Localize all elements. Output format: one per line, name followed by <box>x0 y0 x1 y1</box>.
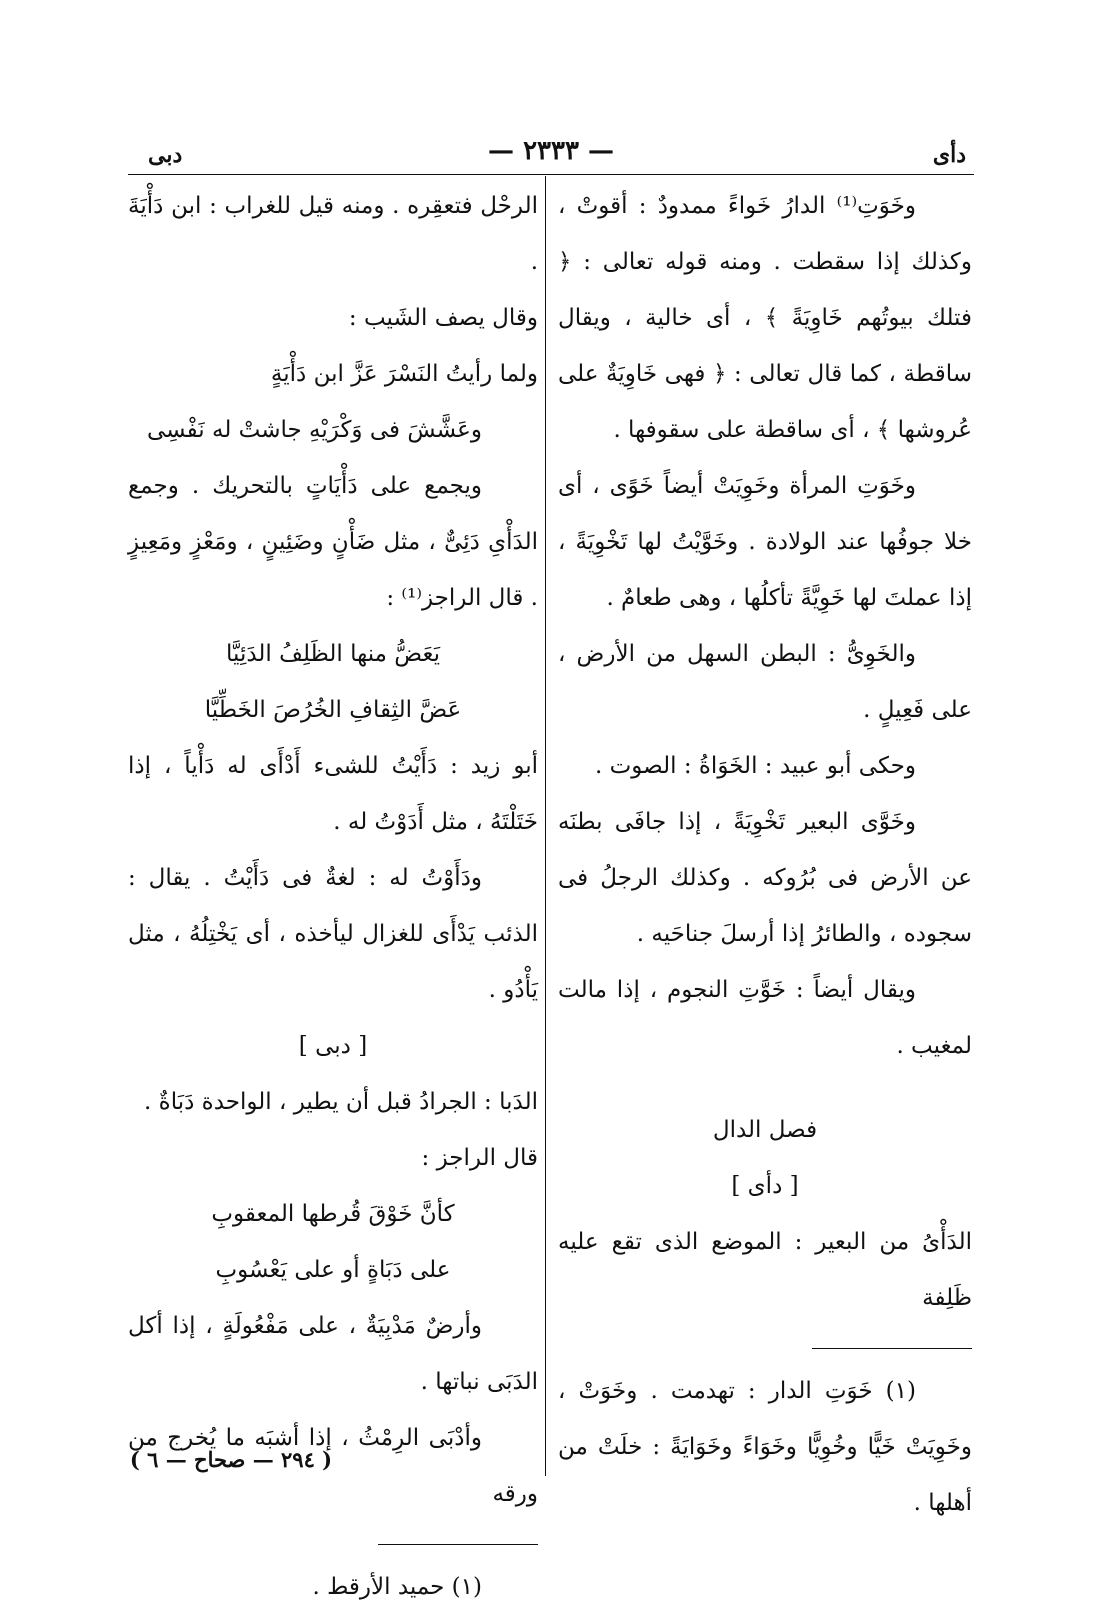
paragraph: وخَوَتِ⁽¹⁾ الدارُ خَواءً ممدودٌ : أقوتْ ، وكذلك إذا سقطت . ومنه قوله تعالى : ﴿ فتلك بيوتُهم خَاوِيَةً ﴾ ، أى خالية ، ويقال ساقطة ، كما قال تعالى : ﴿ فهى خَاوِيَةٌ على عُروشها ﴾ ، أى ساقطة على سقوفها . <box>558 193 972 443</box>
footnote: (١) حميد الأرقط . <box>312 1574 482 1600</box>
paragraph: ويجمع على دَأْيَاتٍ بالتحريك . وجمع الدَأْىِ دَئِىٌّ ، مثل ضَأْنٍ وضَئِينٍ ، ومَعْزٍ ومَعِيزٍ . قال الراجز⁽¹⁾ : <box>128 473 538 611</box>
paragraph: والخَوِىُّ : البطن السهل من الأرض ، على فَعِيلٍ . <box>558 641 972 723</box>
paragraph: ودَأَوْتُ له : لغةٌ فى دَأَيْتُ . يقال : الذئب يَدْأَى للغزال ليأخذه ، أى يَخْتِلُهُ ، مثل يَأْدُو . <box>128 865 538 1003</box>
section-heading: فصل الدال <box>712 1117 818 1143</box>
paragraph: الدَبا : الجرادُ قبل أن يطير ، الواحدة دَبَاةٌ . <box>144 1089 538 1115</box>
paragraph: وخَوَتِ المرأة وخَوِيَتْ أيضاً خَوًى ، أى خلا جوفُها عند الولادة . وخَوَّيْتُ لها تَخْوِيَةً ، إذا عملتَ لها خَوِيَّةً تأكلُها ، وهى طعامٌ . <box>558 473 972 611</box>
column-divider <box>545 176 546 1476</box>
paragraph: أبو زيد : دَأَيْتُ للشىء أَدْأَى له دَأْياً ، إذا خَتَلْتَهُ ، مثل أَدَوْتُ له . <box>128 753 538 835</box>
page-header <box>128 128 974 175</box>
footnote-rule <box>812 1348 972 1349</box>
paragraph: الرحْل فتعقِره . ومنه قيل للغراب : ابن دَأْيَةَ . <box>128 193 538 275</box>
verse-line: على دَبَاةٍ أو على يَعْسُوبِ <box>215 1257 451 1283</box>
paragraph: وأدْبَى الرِمْثُ ، إذا أشبَه ما يُخرج من ورقه <box>128 1425 538 1507</box>
entry-text: الدَأْىُ من البعير : الموضع الذى تقع عليه ظَلِفة <box>558 1229 972 1311</box>
verse-line: ولما رأيتُ النَسْرَ عَزَّ ابن دَأْيَةٍ <box>270 361 538 387</box>
paragraph: ويقال أيضاً : خَوَّتِ النجوم ، إذا مالت لمغيب . <box>558 977 972 1059</box>
paragraph: وأرضٌ مَدْبِيَةٌ ، على مَفْعُولَةٍ ، إذا أكل الدَبَى نباتها . <box>128 1313 538 1395</box>
entry-heading: [ دأى ] <box>731 1173 799 1199</box>
paragraph: وحكى أبو عبيد : الخَوَاةُ : الصوت . <box>595 753 916 779</box>
page-signature: ( ٢٩٤ — صحاح — ٦ ) <box>129 1447 333 1472</box>
paragraph: وخَوَّى البعير تَخْوِيَةً ، إذا جافَى بطنَه عن الأرض فى بُرُوكه . وكذلك الرجلُ فى سجوده ، والطائرُ إذا أرسلَ جناحَيه . <box>558 809 972 947</box>
page-number: — ٢٣٣٣ — <box>488 136 614 166</box>
footnote: (١) خَوَتِ الدار : تهدمت . وخَوَتْ ، وخَوِيَتْ خَيًّا وخُوِيًّا وخَوَاءً وخَوَايَةً : خلَتْ من أهلها . <box>558 1378 972 1516</box>
verse-line: يَعَضُّ منها الظَلِفُ الدَئِيَّا <box>226 641 440 667</box>
paragraph: وقال يصف الشَيب : <box>348 305 538 331</box>
header-right-word: دأى <box>932 142 966 168</box>
verse-line: وعَشَّشَ فى وَكْرَيْهِ جاشتْ له نَفْسِى <box>146 417 482 443</box>
left-column <box>128 178 538 1615</box>
header-left-word: دبى <box>148 142 183 168</box>
right-column <box>558 178 972 1531</box>
verse-line: عَضَّ الثِقافِ الخُرُصَ الخَطِّيَّا <box>204 697 462 723</box>
entry-heading: [ دبى ] <box>298 1033 368 1059</box>
verse-line: كأنَّ خَوْقَ قُرطها المعقوبِ <box>211 1201 455 1227</box>
paragraph: قال الراجز : <box>421 1145 538 1171</box>
footnote-rule <box>378 1544 538 1545</box>
